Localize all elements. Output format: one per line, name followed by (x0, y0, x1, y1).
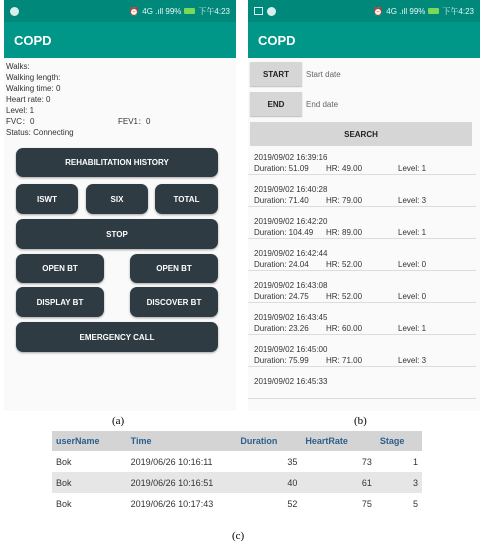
record-duration: Duration: 51.09 (254, 164, 309, 173)
status-label: Status: Connecting (6, 128, 74, 137)
record-heart-rate: HR: 60.00 (326, 324, 363, 333)
status-time: 下午4:23 (442, 6, 474, 16)
alarm-icon: ⏰ (129, 6, 140, 16)
record-timestamp: 2019/09/02 16:43:45 (254, 313, 328, 322)
cell-username: Bok (56, 498, 72, 509)
cell-stage: 3 (376, 472, 422, 493)
list-item[interactable] (248, 182, 476, 207)
list-item[interactable] (248, 150, 476, 175)
session-table (52, 431, 422, 514)
circle-icon (10, 7, 19, 16)
alarm-icon: ⏰ (373, 6, 384, 16)
fev1-label: FEV1：0 (118, 117, 151, 126)
record-timestamp: 2019/09/02 16:45:00 (254, 345, 328, 354)
battery-icon (428, 8, 439, 14)
level-label: Level: 1 (6, 106, 35, 115)
status-text: 4G .ıll 99% (386, 6, 426, 16)
end-button[interactable]: END (250, 92, 302, 116)
discover-bt-button[interactable]: DISCOVER BT (130, 287, 218, 317)
col-heartrate: HeartRate (301, 431, 376, 451)
cell-username: Bok (52, 472, 127, 493)
cell-duration: 52 (287, 498, 298, 509)
record-level: Level: 1 (398, 324, 427, 333)
record-timestamp: 2019/09/02 16:39:16 (254, 153, 328, 162)
walks-label: Walks: (6, 62, 30, 71)
status-bar (248, 0, 480, 22)
record-level: Level: 1 (398, 228, 427, 237)
cell-stage: 1 (412, 456, 418, 467)
record-heart-rate: HR: 79.00 (326, 196, 363, 205)
table-row (52, 472, 422, 493)
record-heart-rate: HR: 49.00 (326, 164, 363, 173)
col-username: userName (52, 431, 127, 451)
start-button[interactable]: START (250, 62, 302, 86)
table-header-row (52, 431, 422, 451)
image-icon (254, 7, 263, 15)
walking-time-label: Walking time: 0 (6, 84, 61, 93)
cell-heartrate: 75 (361, 498, 372, 509)
heart-rate-label: Heart rate: 0 (6, 95, 51, 104)
fvc-label: FVC：0 (6, 117, 35, 126)
list-item[interactable] (248, 374, 476, 399)
cell-time: 2019/06/26 10:17:43 (130, 498, 214, 509)
record-duration: Duration: 75.99 (254, 356, 309, 365)
cell-time: 2019/06/26 10:16:51 (127, 472, 237, 493)
cell-time: 2019/06/26 10:16:11 (130, 456, 213, 467)
list-item[interactable] (248, 214, 476, 239)
cell-duration: 40 (236, 472, 301, 493)
info-panel (4, 58, 236, 138)
circle-icon (267, 7, 276, 16)
record-level: Level: 0 (398, 260, 427, 269)
emergency-call-button[interactable]: EMERGENCY CALL (16, 322, 218, 352)
screen-b (248, 0, 480, 411)
record-level: Level: 3 (398, 196, 427, 205)
cell-heartrate: 73 (361, 456, 372, 467)
cell-heartrate: 61 (301, 472, 376, 493)
status-time: 下午4:23 (198, 6, 230, 16)
record-heart-rate: HR: 89.00 (326, 228, 363, 237)
list-item[interactable] (248, 310, 476, 335)
total-button[interactable]: TOTAL (155, 184, 218, 214)
stop-button[interactable]: STOP (16, 219, 218, 249)
status-text: 4G .ıll 99% (142, 6, 182, 16)
walking-length-label: Walking length: (6, 73, 61, 82)
record-timestamp: 2019/09/02 16:43:08 (254, 281, 328, 290)
record-level: Level: 1 (398, 164, 427, 173)
caption-b: (b) (354, 415, 367, 427)
status-bar (4, 0, 236, 22)
iswt-button[interactable]: ISWT (16, 184, 78, 214)
record-heart-rate: HR: 71.00 (326, 356, 363, 365)
table-row (52, 451, 422, 472)
table-row (52, 493, 422, 514)
start-row (250, 62, 341, 86)
col-time: Time (127, 431, 237, 451)
record-duration: Duration: 104.49 (254, 228, 314, 237)
list-item[interactable] (248, 342, 476, 367)
six-button[interactable]: SIX (86, 184, 148, 214)
battery-icon (184, 8, 195, 14)
open-bt-button-2[interactable]: OPEN BT (130, 254, 218, 283)
app-title: COPD (4, 22, 236, 58)
caption-a: (a) (112, 415, 125, 427)
list-item[interactable] (248, 278, 476, 303)
open-bt-button[interactable]: OPEN BT (16, 254, 104, 283)
caption-c: (c) (232, 530, 245, 542)
display-bt-button[interactable]: DISPLAY BT (16, 287, 104, 317)
record-heart-rate: HR: 52.00 (326, 292, 363, 301)
record-level: Level: 3 (398, 356, 427, 365)
screen-a (4, 0, 236, 411)
col-duration: Duration (236, 431, 301, 451)
end-row (250, 92, 338, 116)
record-level: Level: 0 (398, 292, 427, 301)
record-duration: Duration: 71.40 (254, 196, 309, 205)
record-duration: Duration: 23.26 (254, 324, 309, 333)
record-timestamp: 2019/09/02 16:45:33 (254, 377, 328, 386)
end-date-field[interactable]: End date (306, 99, 339, 109)
list-item[interactable] (248, 246, 476, 271)
record-heart-rate: HR: 52.00 (326, 260, 363, 269)
record-timestamp: 2019/09/02 16:40:28 (254, 185, 328, 194)
record-duration: Duration: 24.75 (254, 292, 309, 301)
start-date-field[interactable]: Start date (306, 69, 341, 79)
cell-username: Bok (56, 456, 72, 467)
col-stage: Stage (376, 431, 422, 451)
app-title: COPD (248, 22, 480, 58)
cell-duration: 35 (287, 456, 298, 467)
cell-stage: 5 (412, 498, 418, 509)
record-timestamp: 2019/09/02 16:42:20 (254, 217, 328, 226)
search-button[interactable]: SEARCH (250, 122, 472, 146)
record-duration: Duration: 24.04 (254, 260, 309, 269)
rehabilitation-history-button[interactable]: REHABILITATION HISTORY (16, 148, 218, 177)
record-timestamp: 2019/09/02 16:42:44 (254, 249, 328, 258)
